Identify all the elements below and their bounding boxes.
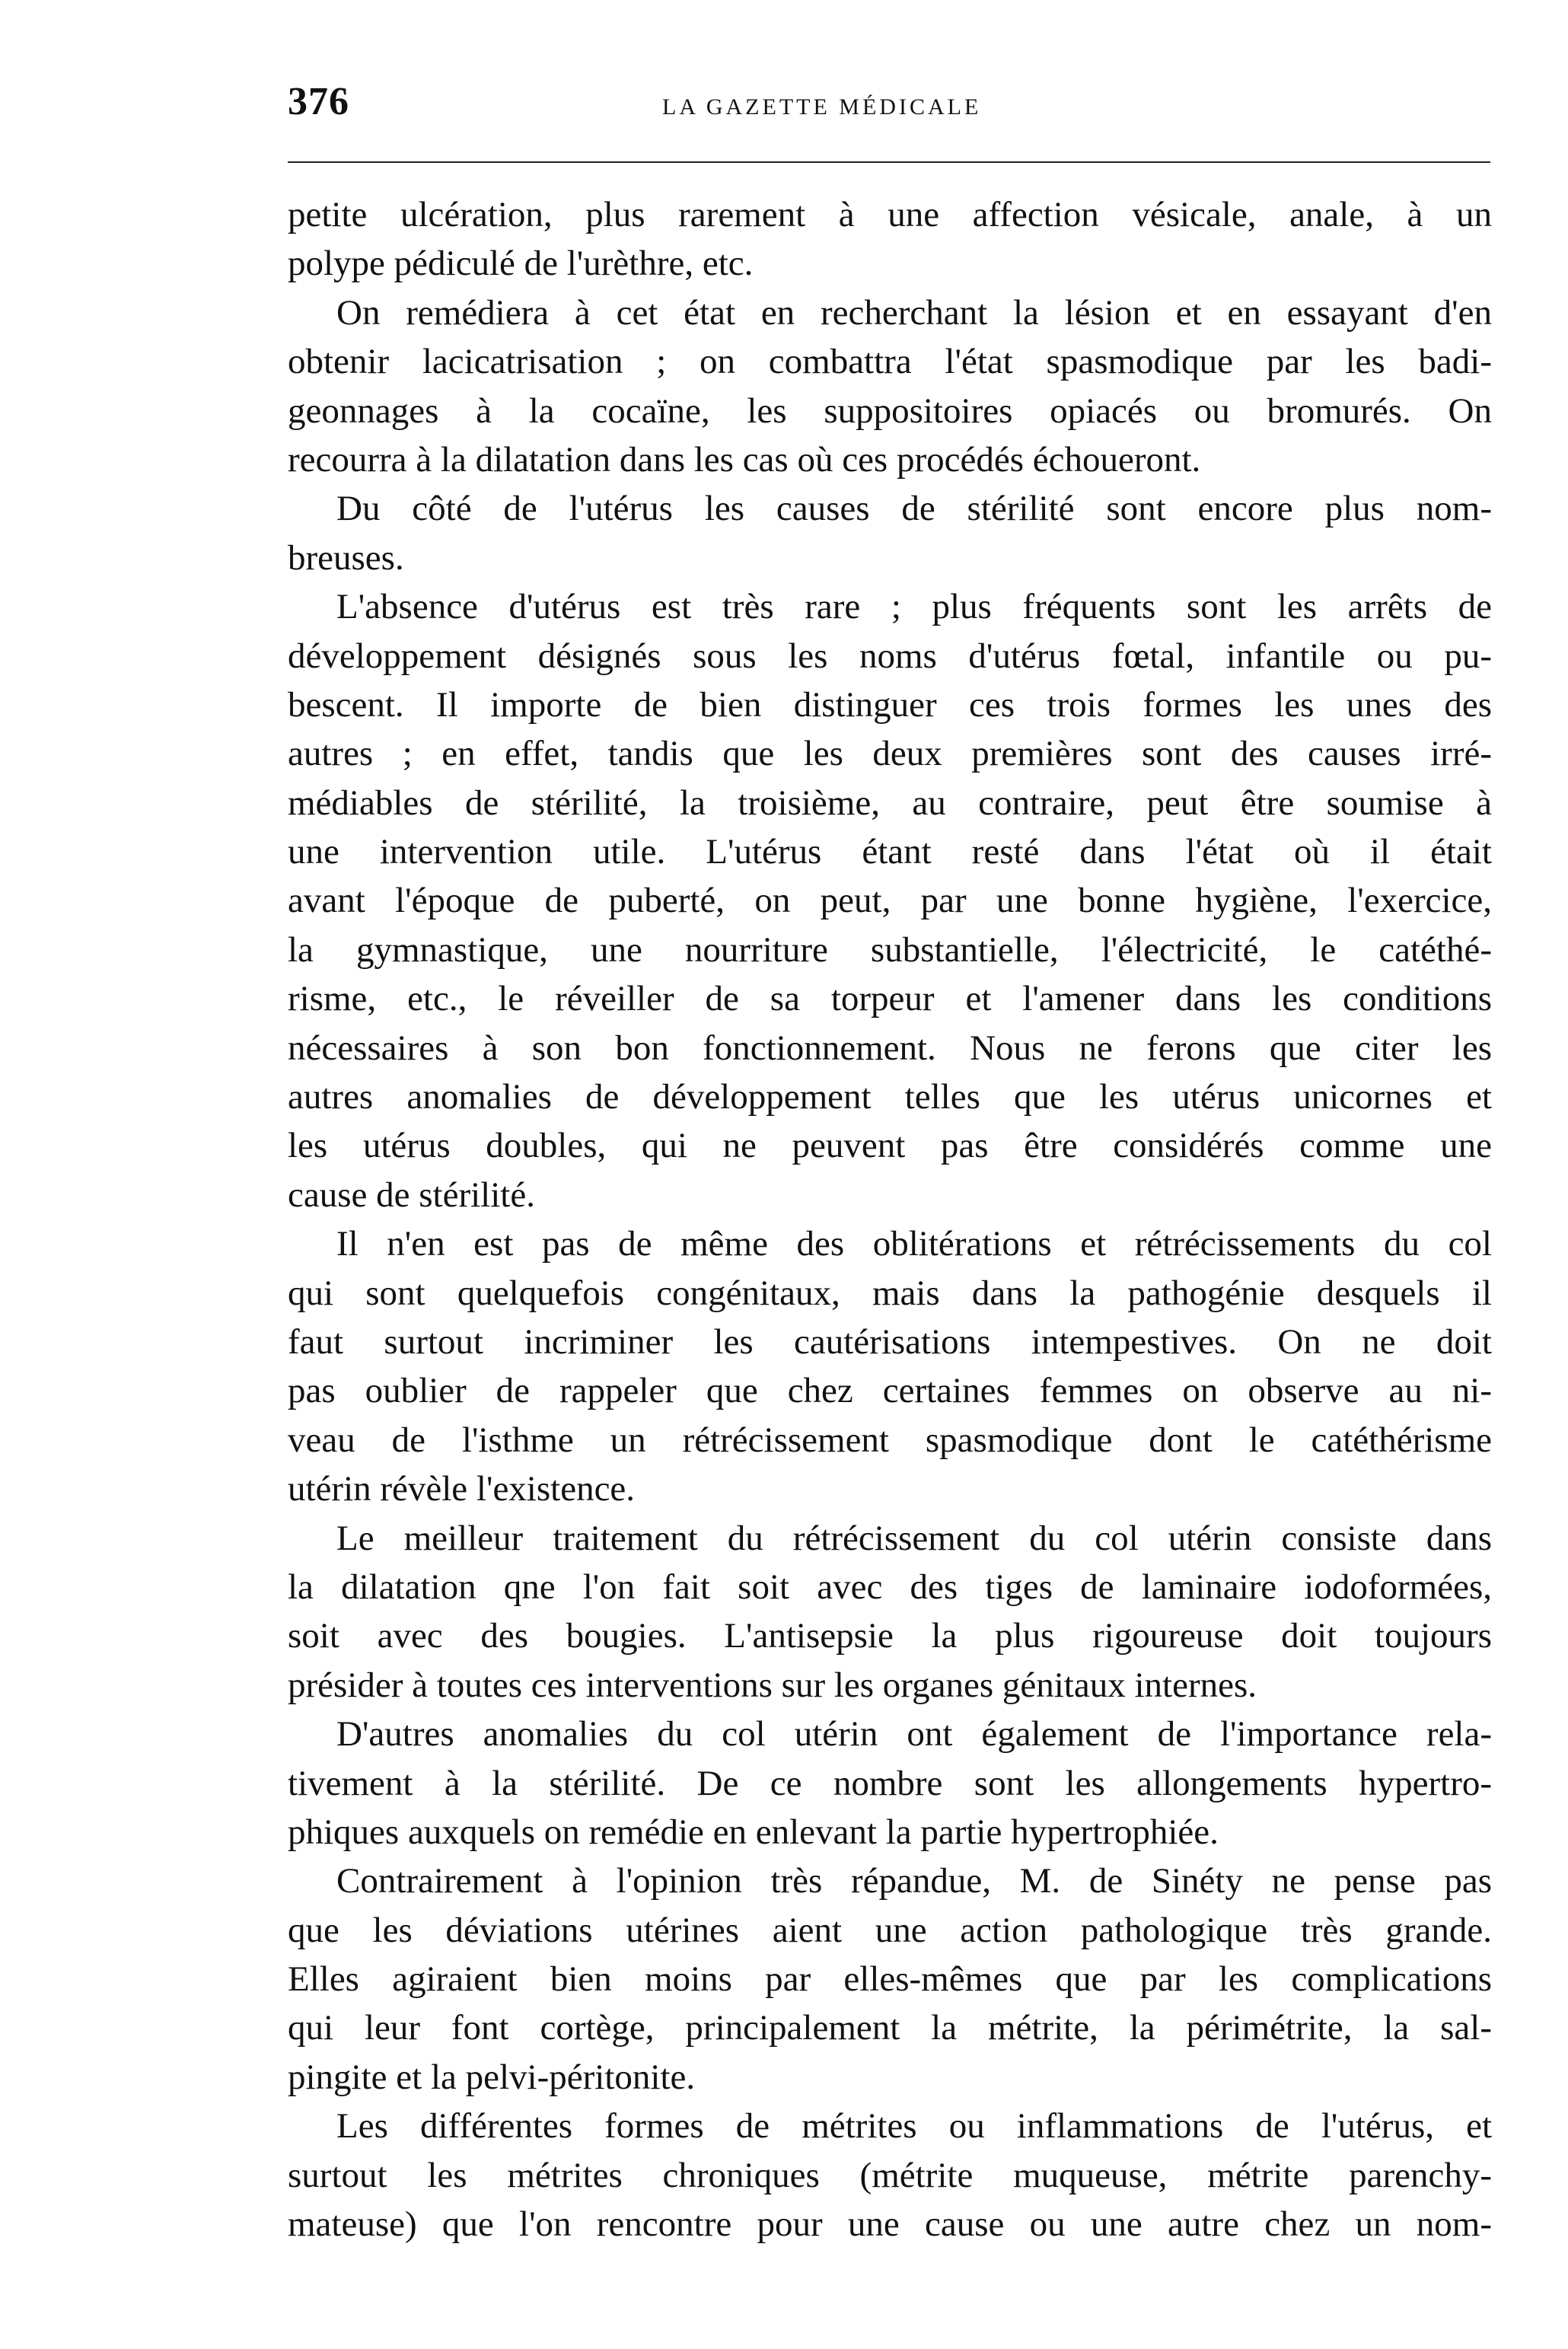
text-line: Contrairement à l'opinion très répandue, M. de Sinéty ne pense pas <box>336 1861 1492 1901</box>
text-line: pas oublier de rappeler que chez certaines femmes on observe au ni- <box>288 1371 1492 1411</box>
text-line: soit avec des bougies. L'antisepsie la plus rigoureuse doit toujours <box>288 1616 1492 1656</box>
text-line: présider à toutes ces interventions sur les organes génitaux internes. <box>288 1665 1257 1705</box>
text-line: polype pédiculé de l'urèthre, etc. <box>288 244 754 284</box>
text-line: phiques auxquels on remédie en enlevant la partie hypertrophiée. <box>288 1812 1219 1852</box>
text-line: D'autres anomalies du col utérin ont également de l'importance rela- <box>336 1714 1492 1755</box>
text-line: risme, etc., le réveiller de sa torpeur et l'amener dans les conditions <box>288 979 1492 1019</box>
text-line: la dilatation qne l'on fait soit avec des tiges de laminaire iodoformées, <box>288 1567 1492 1607</box>
text-line: mateuse) que l'on rencontre pour une cause ou une autre chez un nom- <box>288 2204 1492 2245</box>
text-line: que les déviations utérines aient une action pathologique très grande. <box>288 1910 1492 1950</box>
text-line: avant l'époque de puberté, on peut, par une bonne hygiène, l'exercice, <box>288 881 1492 921</box>
text-line: recourra à la dilatation dans les cas où ces procédés échoueront. <box>288 439 1201 480</box>
text-line: tivement à la stérilité. De ce nombre sont les allongements hypertro- <box>288 1763 1492 1803</box>
text-line: autres anomalies de développement telles que les utérus unicornes et <box>288 1077 1492 1117</box>
text-line: geonnages à la cocaïne, les suppositoires opiacés ou bromurés. On <box>288 390 1492 431</box>
page-number: 376 <box>288 80 349 123</box>
text-line: Du côté de l'utérus les causes de stérilité sont encore plus nom- <box>336 489 1492 529</box>
header-rule <box>288 161 1490 163</box>
text-line: faut surtout incriminer les cautérisations intempestives. On ne doit <box>288 1321 1492 1362</box>
text-line: Les différentes formes de métrites ou inflammations de l'utérus, et <box>336 2106 1492 2147</box>
text-line: Il n'en est pas de même des oblitérations et rétrécissements du col <box>336 1224 1492 1264</box>
text-line: utérin révèle l'existence. <box>288 1469 636 1509</box>
text-line: Le meilleur traitement du rétrécissement du col utérin consiste dans <box>336 1518 1492 1558</box>
text-line: L'absence d'utérus est très rare ; plus fréquents sont les arrêts de <box>336 587 1492 627</box>
text-line: surtout les métrites chroniques (métrite muqueuse, métrite parenchy- <box>288 2155 1492 2195</box>
text-line: une intervention utile. L'utérus étant resté dans l'état où il était <box>288 832 1492 872</box>
text-line: On remédiera à cet état en recherchant la lésion et en essayant d'en <box>336 292 1492 333</box>
text-line: Elles agiraient bien moins par elles-mêmes que par les complications <box>288 1959 1492 2000</box>
text-line: cause de stérilité. <box>288 1174 535 1215</box>
running-title: LA GAZETTE MÉDICALE <box>662 94 982 120</box>
text-line: développement désignés sous les noms d'utérus fœtal, infantile ou pu- <box>288 636 1492 676</box>
text-line: obtenir lacicatrisation ; on combattra l'état spasmodique par les badi- <box>288 342 1492 382</box>
text-line: médiables de stérilité, la troisième, au contraire, peut être soumise à <box>288 782 1492 823</box>
text-line: autres ; en effet, tandis que les deux premières sont des causes irré- <box>288 734 1492 774</box>
article-body <box>288 190 1492 2249</box>
text-line: veau de l'isthme un rétrécissement spasmodique dont le catéthérisme <box>288 1420 1492 1460</box>
text-line: la gymnastique, une nourriture substantielle, l'électricité, le catéthé- <box>288 929 1492 970</box>
text-line: les utérus doubles, qui ne peuvent pas être considérés comme une <box>288 1126 1492 1166</box>
text-line: petite ulcération, plus rarement à une affection vésicale, anale, à un <box>288 195 1492 234</box>
text-line: breuses. <box>288 537 404 578</box>
text-line: qui leur font cortège, principalement la métrite, la périmétrite, la sal- <box>288 2008 1492 2048</box>
text-line: nécessaires à son bon fonctionnement. Nous ne ferons que citer les <box>288 1028 1492 1068</box>
text-line: pingite et la pelvi-péritonite. <box>288 2057 696 2097</box>
text-line: bescent. Il importe de bien distinguer ces trois formes les unes des <box>288 684 1492 725</box>
text-line: qui sont quelquefois congénitaux, mais dans la pathogénie desquels il <box>288 1273 1492 1313</box>
